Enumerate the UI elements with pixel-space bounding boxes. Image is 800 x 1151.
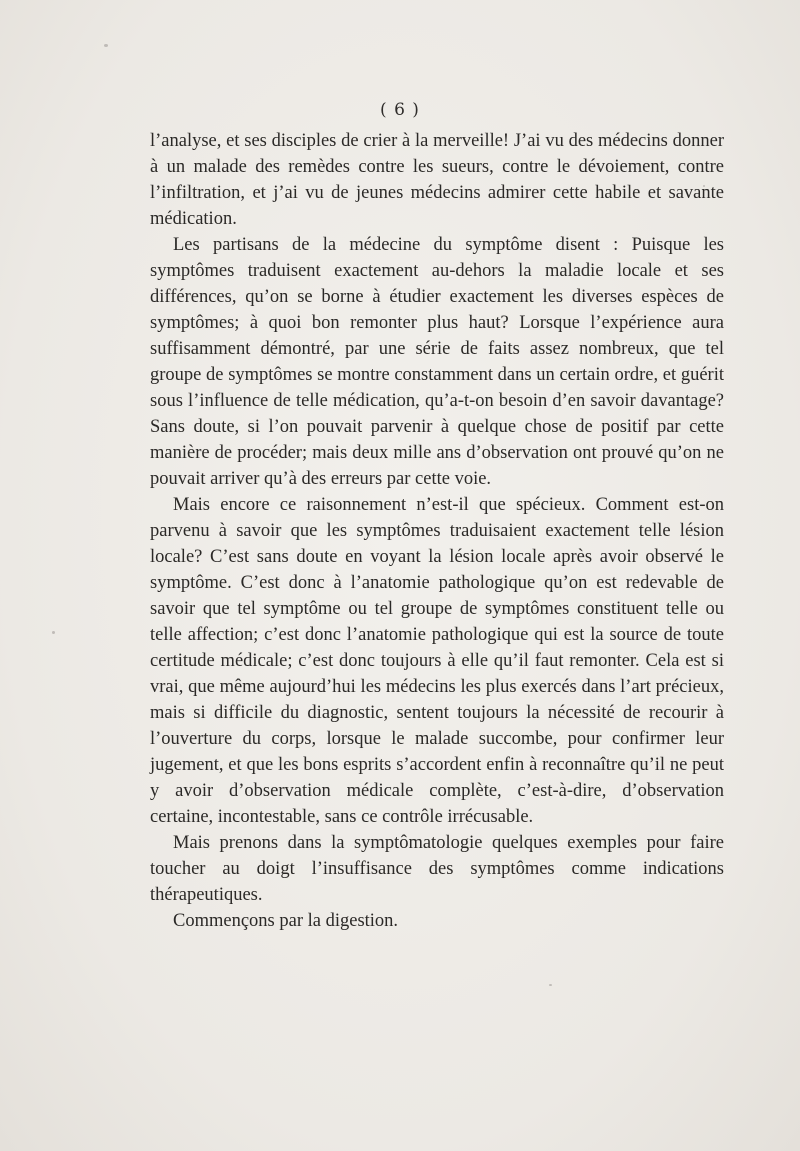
paragraph-2: Les partisans de la médecine du symptôme disent : Puisque les symptômes traduisent exactement au-dehors la maladie locale et ses différences, qu’on se borne à étudier exactement les diverses espèces de symptômes; à quoi bon remonter plus haut? Lorsque l’expérience aura suffisamment démontré, par une série de faits assez nombreux, que tel groupe de symptômes se montre constamment dans un certain ordre, et guérit sous l’influence de telle médication, qu’a-t-on besoin d’en savoir davantage? Sans doute, si l’on pouvait parvenir à quelque chose de positif par cette manière de procéder; mais deux mille ans d’observation ont prouvé qu’on ne pouvait arriver qu’à des erreurs par cette voie. [150,235,724,489]
paper-speck [703,185,705,187]
paper-speck [104,44,108,47]
body-text [150,128,724,934]
paper-speck [52,631,55,634]
paragraph-5: Commençons par la digestion. [173,911,399,931]
paragraph-4: Mais prenons dans la symptômatologie quelques exemples pour faire toucher au doigt l’insuffisance des symptômes comme indications thérapeutiques. [150,833,724,905]
paragraph-3: Mais encore ce raisonnement n’est-il que spécieux. Comment est-on parvenu à savoir que les symptômes traduisaient exactement telle lésion locale? C’est sans doute en voyant la lésion locale après avoir observé le symptôme. C’est donc à l’anatomie pathologique qu’on est redevable de savoir que tel symptôme ou tel groupe de symptômes constituent telle ou telle affection; c’est donc l’anatomie pathologique qui est la source de toute certitude médicale; c’est donc toujours à elle qu’il faut remonter. Cela est si vrai, que même aujourd’hui les médecins les plus exercés dans l’art précieux, mais si difficile du diagnostic, sentent toujours la nécessité de recourir à l’ouverture du corps, lorsque le malade succombe, pour confirmer leur jugement, et que les bons esprits s’accordent enfin à reconnaître qu’il ne peut y avoir d’observation médicale complète, c’est-à-dire, d’observation certaine, incontestable, sans ce contrôle irrécusable. [150,495,724,827]
page-number: ( 6 ) [380,100,420,120]
paper-speck [549,984,552,986]
paragraph-1: l’analyse, et ses disciples de crier à la merveille! J’ai vu des médecins donner à un malade des remèdes contre les sueurs, contre le dévoiement, contre l’infiltration, et j’ai vu de jeunes médecins admirer cette habile et savante médication. [150,131,724,229]
